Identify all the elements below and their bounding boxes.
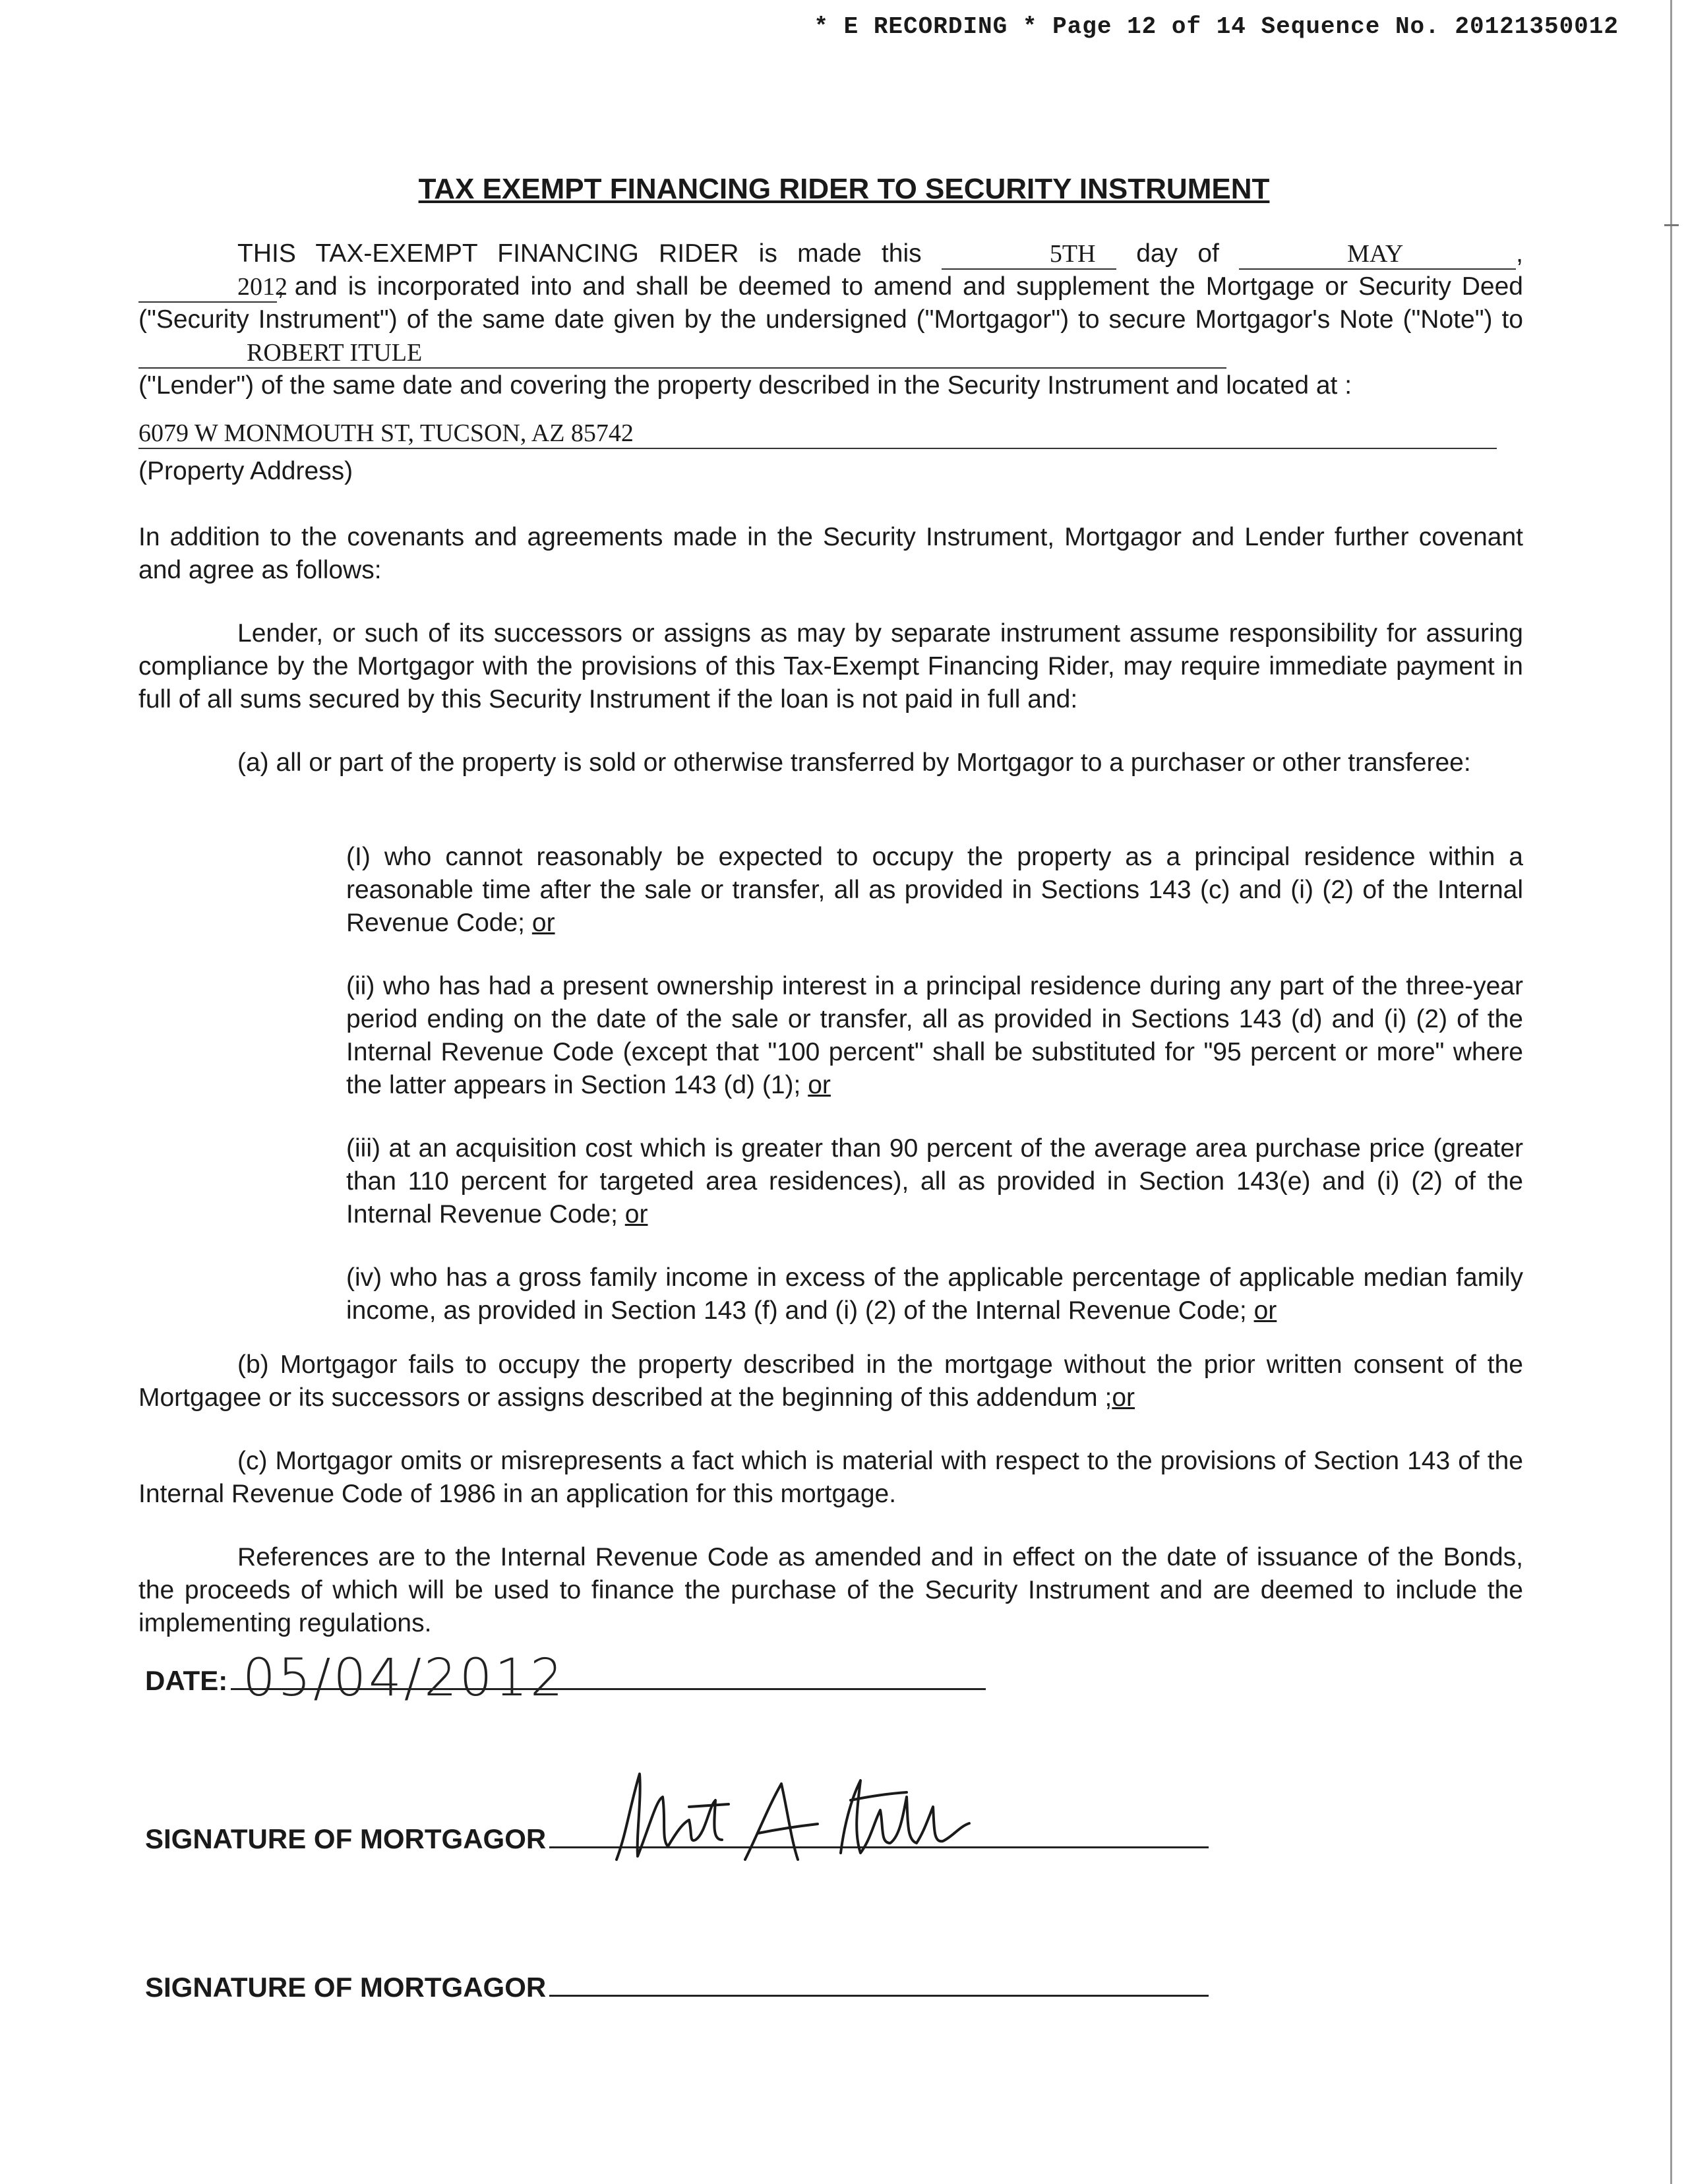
lender-field: ROBERT ITULE	[138, 338, 1226, 369]
date-label: DATE:	[145, 1665, 228, 1696]
clauses-section	[138, 1349, 1523, 1640]
or-connector: or	[624, 1200, 648, 1228]
clause-a: (a) all or part of the property is sold or otherwise transferred by Mortgagor to a purchaser or other transferee:	[237, 748, 1471, 777]
clause-b	[138, 1349, 1523, 1414]
or-connector: or	[1112, 1383, 1135, 1412]
document-title: TAX EXEMPT FINANCING RIDER TO SECURITY INSTRUMENT	[418, 173, 1270, 205]
subclauses-section	[138, 841, 1523, 1327]
signature-line-2	[549, 1968, 1209, 1997]
scan-edge-tick	[1664, 224, 1679, 226]
subclause-ii	[346, 970, 1523, 1102]
clause-c: (c) Mortgagor omits or misrepresents a fact which is material with respect to the provisions of Section 143 of the Internal Revenue Code of 1986 in an application for this mortgage.	[138, 1447, 1523, 1508]
scan-edge-line	[1670, 0, 1672, 2184]
intro-text: , and is incorporated into and shall be deemed to amend and supplement the Mortgage or Security Deed ("Security Instrument") of the same date given by the undersigned ("Mortgagor") to secure Mortgagor's Note ("Note") to	[138, 272, 1523, 334]
intro-made-this: THIS TAX-EXEMPT FINANCING RIDER is made this	[237, 239, 922, 268]
intro-section: THIS TAX-EXEMPT FINANCING RIDER is made this 5TH day of MAY , 2012, and is incorporated into and shall be deemed to amend and supplement the Mortgage or Security Deed ("Security Instrument") of the same date given by the undersigned ("Mortgagor") to secure Mortgagor's Note ("Note") to ROBERT ITULE ("Lender") of the same date and covering the property described in the Security Instrument and located at : 6079 W MONMOUTH ST, TUCSON, AZ 85742 (Property Address)	[138, 237, 1523, 488]
subclause-i-text: (I) who cannot reasonably be expected to occupy the property as a principal residence within a reasonable time after the sale or transfer, all as provided in Sections 143 (c) and (i) (2) of the Internal Revenue Code;	[346, 843, 1523, 937]
year-field: 2012	[138, 272, 277, 303]
day-field: 5TH	[942, 239, 1116, 270]
address-field: 6079 W MONMOUTH ST, TUCSON, AZ 85742	[138, 419, 1497, 449]
references-paragraph: References are to the Internal Revenue Code as amended and in effect on the date of issuance of the Bonds, the proceeds of which will be used to finance the purchase of the Security Instrument and are deemed to include the implementing regulations.	[138, 1543, 1523, 1637]
mortgagor-signature	[590, 1761, 986, 1873]
mortgagor-signature-label-2: SIGNATURE OF MORTGAGOR	[145, 1972, 547, 2003]
handwritten-date: 05/04/2012	[243, 1649, 566, 1708]
subclause-iii-text: (iii) at an acquisition cost which is greater than 90 percent of the average area purchase price (greater than 110 percent for targeted area residences), all as provided in Section 143(e) and (i) (2) of the Internal Revenue Code;	[346, 1134, 1523, 1228]
address-label: (Property Address)	[138, 457, 353, 485]
covenants-text: In addition to the covenants and agreements made in the Security Instrument, Mortgagor and Lender further covenant and agree as follows:	[138, 523, 1523, 584]
covenants-section	[138, 521, 1523, 779]
clause-b-text: (b) Mortgagor fails to occupy the property described in the mortgage without the prior written consent of the Mortgagee or its successors or assigns described at the beginning of this addendum ;	[138, 1350, 1523, 1412]
subclause-i	[346, 841, 1523, 940]
subclause-ii-text: (ii) who has had a present ownership interest in a principal residence during any part of the three-year period ending on the date of the sale or transfer, all as provided in Sections 143 (d) and (i) (2) of the Internal Revenue Code (except that "100 percent" shall be substituted for "95 percent or more" where the latter appears in Section 143 (d) (1);	[346, 972, 1523, 1099]
subclause-iv	[346, 1261, 1523, 1327]
or-connector: or	[808, 1071, 831, 1099]
subclause-iv-text: (iv) who has a gross family income in excess of the applicable percentage of applicable median family income, as provided in Section 143 (f) and (i) (2) of the Internal Revenue Code;	[346, 1263, 1523, 1325]
or-connector: or	[1253, 1296, 1277, 1325]
recording-header: * E RECORDING * Page 12 of 14 Sequence No. 20121350012	[814, 13, 1619, 40]
or-connector: or	[531, 909, 555, 937]
month-field: MAY	[1239, 239, 1516, 270]
mortgagor-signature-label-1: SIGNATURE OF MORTGAGOR	[145, 1823, 547, 1854]
subclause-iii	[346, 1132, 1523, 1231]
intro-day-of: day of	[1136, 239, 1219, 268]
lender-text: ("Lender") of the same date and covering the property described in the Security Instrument and located at :	[138, 371, 1352, 400]
lender-paragraph: Lender, or such of its successors or assigns as may by separate instrument assume responsibility for assuring compliance by the Mortgagor with the provisions of this Tax-Exempt Financing Rider, may require immediate payment in full of all sums secured by this Security Instrument if the loan is not paid in full and:	[138, 619, 1523, 713]
signature-row-2	[145, 1968, 1209, 2003]
